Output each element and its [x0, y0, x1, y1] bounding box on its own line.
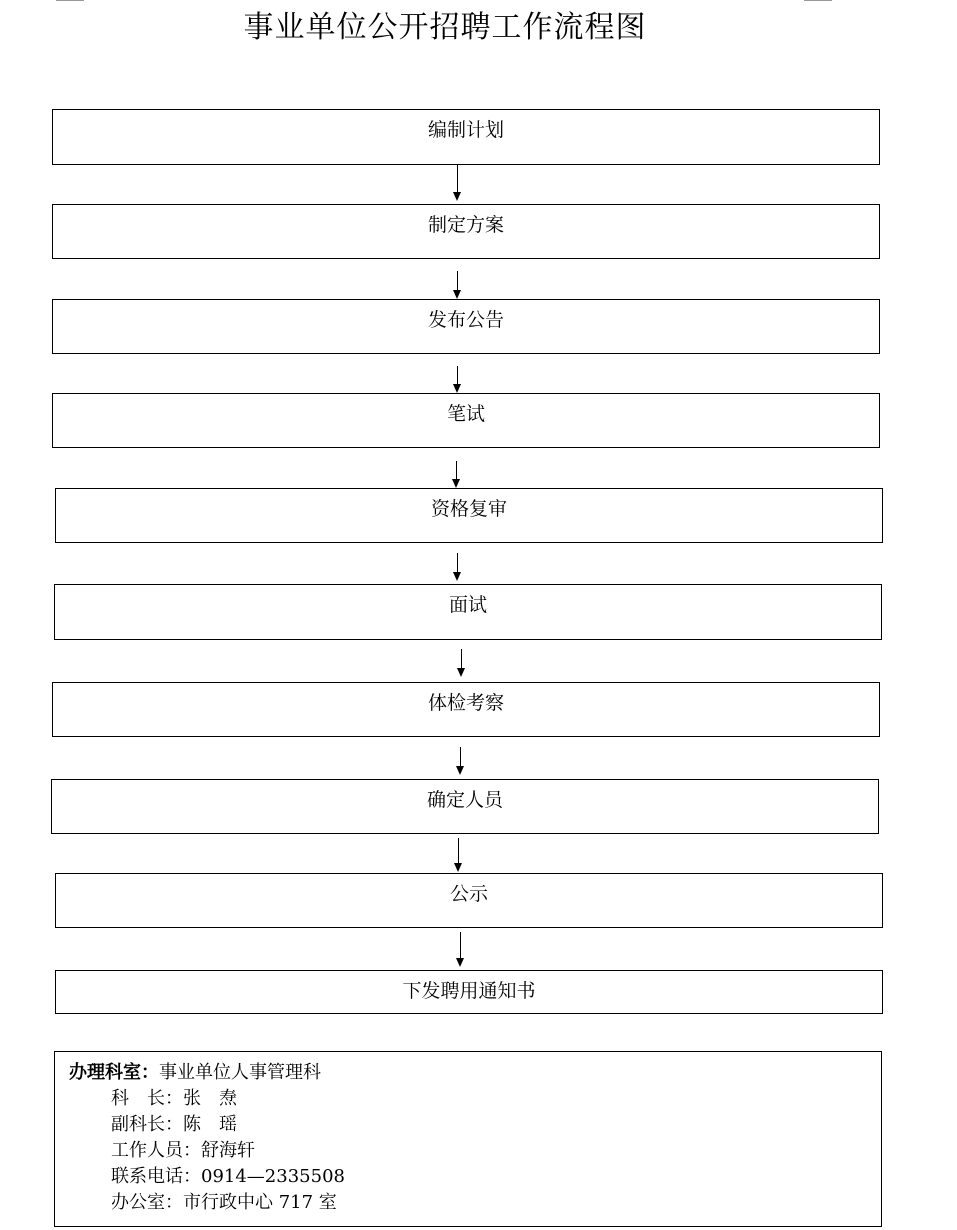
flow-step-9: 公示: [55, 873, 883, 928]
flow-arrow-6: [456, 649, 468, 677]
deputy-chief: 副科长：陈 瑶: [111, 1114, 237, 1135]
flow-step-3: 发布公告: [52, 299, 880, 354]
staff-member: 工作人员：舒海轩: [111, 1140, 255, 1161]
flow-step-7: 体检考察: [52, 682, 880, 737]
flow-arrow-8: [453, 838, 465, 872]
flow-arrow-9: [455, 932, 467, 967]
flow-step-6: 面试: [54, 584, 882, 640]
office-line: [69, 1060, 881, 1086]
flow-step-1: 编制计划: [52, 109, 880, 165]
flow-arrow-1: [452, 165, 464, 201]
flow-arrow-3: [452, 366, 464, 393]
flow-step-2: 制定方案: [52, 204, 880, 259]
flow-step-5: 资格复审: [55, 488, 883, 543]
flow-arrow-2: [452, 271, 464, 299]
flow-arrow-5: [452, 553, 464, 581]
flow-step-4: 笔试: [52, 393, 880, 448]
corner-mark-top-left: [56, 0, 84, 1]
flow-arrow-4: [451, 461, 463, 488]
office-location: 办公室：市行政中心 717 室: [111, 1192, 337, 1213]
office-value: 事业单位人事管理科: [159, 1062, 321, 1083]
contact-info-box: [54, 1051, 882, 1227]
corner-mark-top-right: [804, 0, 832, 1]
section-chief: 科 长：张 焘: [111, 1088, 237, 1109]
office-label: 办理科室：: [69, 1062, 159, 1083]
flow-step-8: 确定人员: [51, 779, 879, 834]
flow-step-10: 下发聘用通知书: [55, 970, 883, 1014]
flow-arrow-7: [455, 747, 467, 775]
page-title: 事业单位公开招聘工作流程图: [243, 10, 647, 45]
contact-phone: 联系电话：0914—2335508: [111, 1166, 345, 1187]
